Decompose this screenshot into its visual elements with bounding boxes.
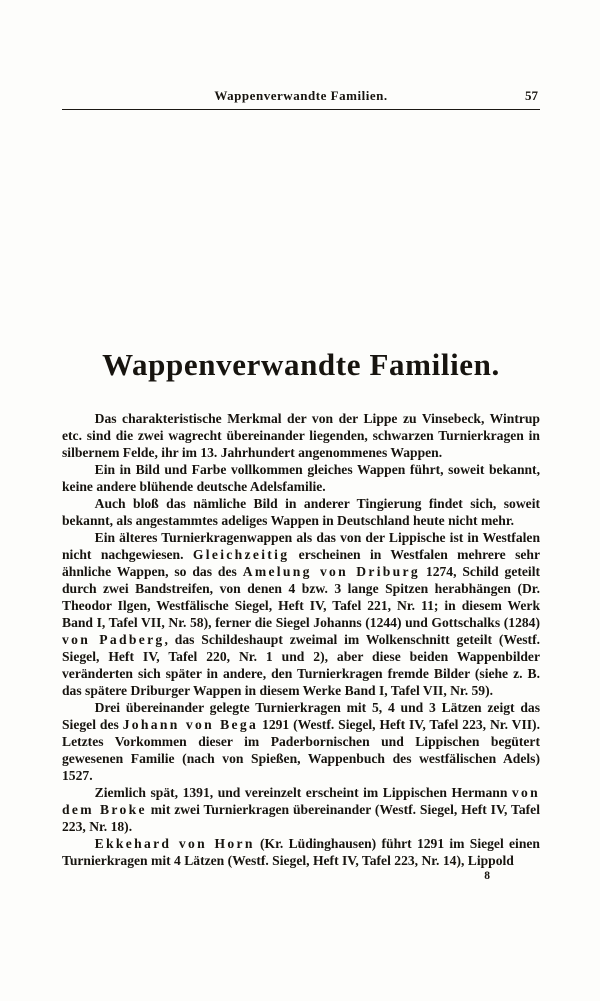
paragraph-text: Ein älteres Turnierkragenwappen als das von der Lippische ist in Westfalen nicht nachgewiesen. bbox=[62, 530, 540, 562]
emphasized-name: von Padberg bbox=[62, 632, 165, 647]
emphasized-name: Ekkehard von Horn bbox=[94, 836, 255, 851]
paragraph bbox=[62, 784, 540, 835]
paragraph-text: Drei übereinander gelegte Turnierkragen mit 5, 4 und 3 Lätzen zeigt das Siegel des bbox=[62, 700, 540, 732]
emphasized-name: von dem Broke bbox=[62, 785, 540, 817]
paragraph bbox=[62, 495, 540, 529]
paragraph-text: 1291 (Westf. Siegel, Heft IV, Tafel 223, Nr. VII). Letztes Vorkommen dieser im Paderbornischen und Lippischen begütert gewesenen Familie (nach von Spießen, Wappenbuch des westfälischen Adels) 1527. bbox=[62, 717, 540, 783]
body-text bbox=[62, 410, 540, 869]
paragraph bbox=[62, 410, 540, 461]
page-number: 57 bbox=[525, 88, 538, 103]
paragraph-text: erscheinen in Westfalen mehrere sehr ähnliche Wappen, so das des bbox=[62, 547, 540, 579]
paragraph bbox=[62, 529, 540, 699]
paragraph-text: mit zwei Turnierkragen übereinander (Westf. Siegel, Heft IV, Tafel 223, Nr. 18). bbox=[62, 802, 540, 834]
paragraph-text: Auch bloß das nämliche Bild in anderer Tingierung findet sich, soweit bekannt, als angestammtes adeliges Wappen in Deutschland heute nicht mehr. bbox=[62, 496, 540, 528]
running-title: Wappenverwandte Familien. bbox=[214, 88, 388, 103]
header-rule bbox=[62, 109, 540, 110]
chapter-title: Wappenverwandte Familien. bbox=[102, 347, 500, 382]
running-header bbox=[62, 88, 540, 105]
paragraph-text: , das Schildeshaupt zweimal im Wolkenschnitt geteilt (Westf. Siegel, Heft IV, Tafel 220, Nr. 1 und 2), aber diese beiden Wappenbilder veränderten sich später in andere, den Turnierkragen fremde Bilder (siehe z. B. das spätere Driburger Wappen in diesem Werke Band I, Tafel VII, Nr. 59). bbox=[62, 632, 540, 698]
paragraph bbox=[62, 699, 540, 784]
paragraph-text: Ziemlich spät, 1391, und vereinzelt erscheint im Lippischen Hermann bbox=[94, 785, 512, 800]
paragraph-text: Ein in Bild und Farbe vollkommen gleiches Wappen führt, soweit bekannt, keine andere blühende deutsche Adelsfamilie. bbox=[62, 462, 540, 494]
paragraph bbox=[62, 835, 540, 869]
paragraph bbox=[62, 461, 540, 495]
paragraph-text: (Kr. Lüdinghausen) führt 1291 im Siegel einen Turnierkragen mit 4 Lätzen (Westf. Siegel, Heft IV, Tafel 223, Nr. 14), Lippold bbox=[62, 836, 540, 868]
emphasized-name: Gleichzeitig bbox=[192, 547, 290, 562]
emphasized-name: Amelung von Driburg bbox=[242, 564, 420, 579]
signature-mark: 8 bbox=[484, 870, 490, 882]
paragraph-text: 1274, Schild geteilt durch zwei Bandstreifen, von denen 4 bzw. 3 lange Spitzen herabhängen (Dr. Theodor Ilgen, Westfälische Siegel, Heft IV, Tafel 221, Nr. 11; in diesem Werk Band I, Tafel VII, Nr. 58), ferner die Siegel Johanns (1244) und Gottschalks (1284) bbox=[62, 564, 540, 630]
paragraph-text: Das charakteristische Merkmal der von der Lippe zu Vinsebeck, Wintrup etc. sind die zwei wagrecht übereinander liegenden, schwarzen Turnierkragen in silbernem Felde, ihr im 13. Jahrhundert angenommenes Wappen. bbox=[62, 411, 540, 460]
emphasized-name: Johann von Bega bbox=[122, 717, 259, 732]
